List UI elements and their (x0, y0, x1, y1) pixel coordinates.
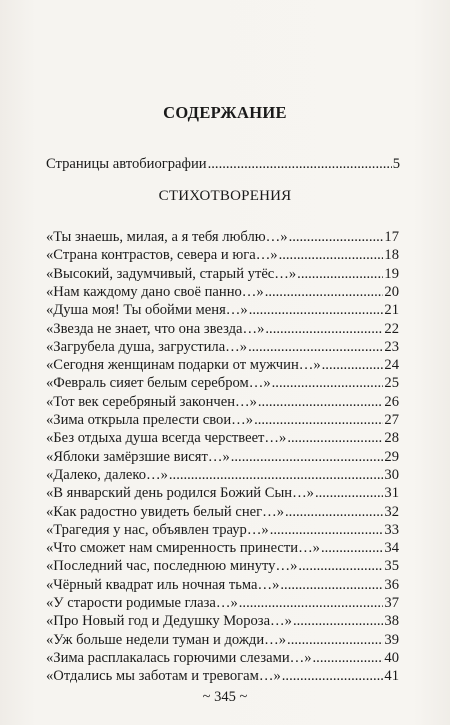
dot-leader (248, 338, 383, 356)
dot-leader (169, 466, 384, 484)
toc-entry-text: «Трагедия у нас, объявлен траур…» (46, 521, 269, 538)
toc-entry-page: 23 (384, 338, 399, 355)
dot-leader (285, 503, 383, 521)
toc-entry-text: «Что сможет нам смиренность принести…» (46, 540, 320, 557)
toc-entry-page: 27 (384, 412, 399, 428)
toc-entry (46, 301, 399, 319)
toc-entry-page: 37 (384, 595, 399, 611)
toc-entry-text: «Зима открыла прелести свои…» (46, 412, 254, 428)
toc-entry (46, 539, 399, 557)
toc-entry-text: «Страна контрастов, севера и юга…» (46, 247, 278, 264)
toc-entry-text: «Зима расплакалась горючими слезами…» (46, 649, 312, 666)
dot-leader (280, 576, 383, 594)
toc-entry-page: 5 (392, 156, 400, 172)
toc-entry (46, 631, 399, 649)
toc-entry-page: 21 (384, 302, 399, 319)
toc-entry-page: 41 (384, 668, 399, 685)
toc-entry-text: «У старости родимые глаза…» (46, 595, 238, 611)
toc-entry (46, 429, 399, 447)
toc-entry (46, 667, 399, 685)
toc-entry (46, 265, 399, 283)
dot-leader (313, 649, 384, 667)
toc-entry (46, 246, 399, 264)
toc-entry-page: 35 (384, 558, 399, 575)
toc-entry-page: 39 (384, 631, 399, 648)
toc-entry-page: 26 (384, 393, 399, 410)
toc-entry-autobiography (46, 155, 400, 173)
dot-leader (272, 374, 384, 392)
toc-entry (46, 649, 399, 667)
dot-leader (239, 594, 384, 612)
toc-entry (46, 374, 399, 392)
toc-entry-text: «Звезда не знает, что она звезда…» (46, 320, 265, 337)
dot-leader (297, 265, 383, 283)
dot-leader (249, 301, 384, 319)
toc-entry-text: «Высокий, задумчивый, старый утёс…» (46, 265, 297, 282)
dot-leader (315, 484, 383, 502)
dot-leader (254, 411, 383, 429)
toc-entry-page: 32 (384, 503, 399, 520)
dot-leader (208, 155, 392, 173)
toc-entry (46, 356, 399, 374)
toc-entry-page: 24 (384, 357, 399, 374)
toc-entry-page: 19 (384, 265, 399, 282)
toc-entry (46, 338, 399, 356)
toc-entry-page: 29 (384, 448, 399, 465)
dot-leader (293, 612, 383, 630)
toc-entry-text: «Отдались мы заботам и тревогам…» (46, 668, 281, 685)
toc-entry (46, 503, 399, 521)
dot-leader (279, 246, 384, 264)
toc-entry-page: 31 (384, 485, 399, 502)
toc-entry-text: Страницы автобиографии (46, 156, 207, 172)
dot-leader (282, 667, 384, 685)
toc-entry-page: 17 (384, 229, 399, 245)
toc-entry (46, 228, 399, 246)
toc-entry-text: «Уж больше недели туман и дожди…» (46, 631, 287, 648)
toc-entry (46, 484, 399, 502)
dot-leader (321, 539, 383, 557)
dot-leader (270, 521, 384, 539)
dot-leader (231, 448, 384, 466)
dot-leader (298, 557, 383, 575)
dot-leader (265, 283, 384, 301)
toc-entry (46, 521, 399, 539)
toc-entry (46, 283, 399, 301)
toc-entry-text: «Далеко, далеко…» (46, 466, 168, 483)
toc-entry (46, 612, 399, 630)
page-title: СОДЕРЖАНИЕ (163, 103, 287, 122)
dot-leader (287, 429, 383, 447)
toc-entry-text: «Яблоки замёрзшие висят…» (46, 448, 230, 465)
toc-entry-page: 28 (384, 430, 399, 447)
toc-entry (46, 557, 399, 575)
toc-entry-page: 30 (384, 466, 399, 483)
toc-entry-page: 40 (384, 649, 399, 666)
dot-leader (289, 228, 384, 246)
toc-entry-text: «В январский день родился Божий Сын…» (46, 485, 314, 502)
toc-entry (46, 576, 399, 594)
section-heading: СТИХОТВОРЕНИЯ (158, 188, 292, 204)
toc-entry-text: «Сегодня женщинам подарки от мужчин…» (46, 357, 321, 374)
toc-entry-text: «Февраль сияет белым серебром…» (46, 375, 271, 392)
toc-entry-text: «Как радостно увидеть белый снег…» (46, 503, 285, 520)
toc-entry-text: «Последний час, последнюю минуту…» (46, 558, 298, 575)
toc-entry-page: 18 (384, 247, 399, 264)
dot-leader (258, 393, 384, 411)
toc-entry-page: 25 (384, 375, 399, 392)
toc-entry-text: «Нам каждому дано своё панно…» (46, 283, 264, 300)
dot-leader (265, 320, 383, 338)
toc-entry-page: 34 (384, 540, 399, 557)
toc-entry-page: 22 (384, 320, 399, 337)
toc-entry-text: «Чёрный квадрат иль ночная тьма…» (46, 576, 280, 593)
toc-entry-text: «Загрубела душа, загрустила…» (46, 338, 248, 355)
toc-entry-text: «Тот век серебряный закончен…» (46, 393, 257, 410)
toc-entry (46, 466, 399, 484)
toc-entry-page: 20 (384, 283, 399, 300)
toc-entry-page: 33 (384, 521, 399, 538)
dot-leader (287, 631, 383, 649)
toc-entry (46, 594, 399, 612)
dot-leader (322, 356, 384, 374)
toc-entry (46, 411, 399, 429)
toc-entry-text: «Ты знаешь, милая, а я тебя люблю…» (46, 229, 288, 245)
toc-entry-text: «Про Новый год и Дедушку Мороза…» (46, 613, 292, 630)
toc-entry-page: 36 (384, 576, 399, 593)
toc-entry (46, 393, 399, 411)
toc-entry-text: «Душа моя! Ты обойми меня…» (46, 302, 248, 319)
toc-entry (46, 320, 399, 338)
toc-entry (46, 448, 399, 466)
page-number: ~ 345 ~ (202, 689, 248, 705)
toc-entry-text: «Без отдыха душа всегда черствеет…» (46, 430, 287, 447)
toc-entry-page: 38 (384, 613, 399, 630)
